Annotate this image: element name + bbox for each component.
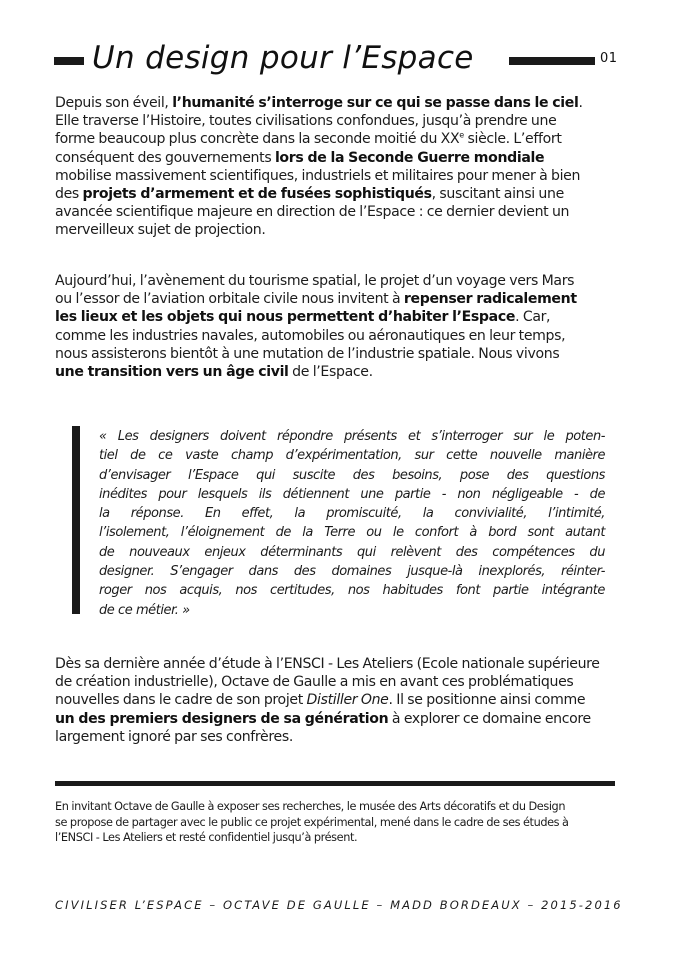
quote-line: de nouveaux enjeux déterminants qui relèvent des compétences du <box>99 544 605 560</box>
text-line <box>55 710 625 728</box>
text-line <box>55 221 625 239</box>
text-line <box>55 345 625 363</box>
bold-text: un des premiers designers de sa génération <box>55 710 389 727</box>
text-run: Elle traverse l’Histoire, toutes civilisations confondues, jusqu’à prendre une <box>55 113 557 130</box>
text-line <box>55 655 625 673</box>
page-header <box>54 38 624 82</box>
bold-text: repenser radicalement <box>403 291 577 308</box>
quote-bar <box>72 426 80 614</box>
text-run: avancée scientifique majeure en direction de l’Espace : ce dernier devient un <box>55 204 570 221</box>
text-run: des <box>55 186 83 203</box>
bold-text: lors de la Seconde Guerre mondiale <box>274 149 545 166</box>
quote-line: inédites pour lesquels ils détiennent une partie - non négligeable - de <box>99 486 605 502</box>
text-line <box>55 327 625 345</box>
text-run: siècle. L’effort <box>463 131 562 148</box>
title-rule-right <box>509 57 595 65</box>
text-run: ou l’essor de l’aviation orbitale civile nous invitent à <box>55 291 404 308</box>
text-run: nous assisterons bientôt à une mutation de l’industrie spatiale. Nous vivons <box>55 345 560 362</box>
text-line <box>55 728 625 746</box>
text-run: . Il se positionne ainsi comme <box>388 692 586 709</box>
bold-text: une transition vers un âge civil <box>55 364 289 381</box>
superscript: e <box>459 130 464 140</box>
text-run: , suscitant ainsi une <box>431 186 564 203</box>
text-run: Depuis son éveil, <box>55 95 173 111</box>
section-divider <box>55 781 615 786</box>
text-line <box>55 691 625 709</box>
note-line: En invitant Octave de Gaulle à exposer ses recherches, le musée des Arts décoratifs et du Design <box>55 800 566 813</box>
text-line <box>55 673 625 691</box>
text-line <box>55 149 625 167</box>
second-paragraph <box>55 272 625 381</box>
text-run: largement ignoré par ses confrères. <box>55 728 293 745</box>
italic-text: Distiller One <box>306 692 389 709</box>
text-run: conséquent des gouvernements <box>55 149 275 166</box>
bold-text: projets d’armement et de fusées sophistiqués <box>82 186 432 203</box>
bold-text: l’humanité s’interroge sur ce qui se passe dans le ciel <box>172 95 579 111</box>
bold-text: les lieux et les objets qui nous permettent d’habiter l’Espace <box>55 309 516 326</box>
quote-line: la réponse. En effet, la promiscuité, la convivialité, l’intimité, <box>99 506 605 522</box>
blockquote <box>99 427 605 620</box>
text-run: à explorer ce domaine encore <box>388 710 591 727</box>
text-line <box>55 290 625 308</box>
text-line <box>55 167 625 185</box>
quote-line: l’isolement, l’éloignement de la Terre ou le confort à bord sont autant <box>99 525 605 541</box>
text-run: comme les industries navales, automobiles ou aéronautiques en leur temps, <box>55 327 566 344</box>
quote-line: d’envisager l’Espace qui suscite des besoins, pose des questions <box>99 467 605 483</box>
text-run: . <box>578 95 583 111</box>
text-run: de création industrielle), Octave de Gaulle a mis en avant ces problématiques <box>55 674 574 691</box>
text-run: forme beaucoup plus concrète dans la seconde moitié du XX <box>55 131 460 148</box>
quote-line: designer. S’engager dans des domaines jusque-là inexplorés, réinter- <box>99 564 605 580</box>
text-line <box>55 185 625 203</box>
quote-line: de ce métier. » <box>99 602 190 618</box>
page-footer: CIVILISER L’ESPACE – OCTAVE DE GAULLE – MADD BORDEAUX – 2015-2016 <box>55 898 623 912</box>
quote-line: « Les designers doivent répondre présents et s’interroger sur le poten- <box>99 429 605 444</box>
text-line <box>55 363 625 381</box>
text-run: merveilleux sujet de projection. <box>55 222 266 239</box>
text-run: Aujourd’hui, l’avènement du tourisme spatial, le projet d’un voyage vers Mars <box>55 273 575 289</box>
text-run: . Car, <box>515 309 551 326</box>
text-line <box>55 112 625 130</box>
text-line <box>55 308 625 326</box>
text-line <box>55 94 625 112</box>
text-run: mobilise massivement scientifiques, industriels et militaires pour mener à bien <box>55 167 581 184</box>
third-paragraph <box>55 655 625 746</box>
note-line: se propose de partager avec le public ce projet expérimental, mené dans le cadre de ses études à <box>55 815 569 829</box>
exhibition-note <box>55 799 625 846</box>
text-line <box>55 272 625 290</box>
text-run: nouvelles dans le cadre de son projet <box>55 692 307 709</box>
text-run: Dès sa dernière année d’étude à l’ENSCI - Les Ateliers (Ecole nationale supérieure <box>55 656 600 672</box>
page-title: Un design pour l’Espace <box>92 40 474 76</box>
text-run: de l’Espace. <box>288 364 373 381</box>
text-line <box>55 130 625 148</box>
quote-line: roger nos acquis, nos certitudes, nos habitudes font partie intégrante <box>99 583 605 599</box>
intro-paragraph <box>55 94 625 240</box>
text-line <box>55 203 625 221</box>
note-line: l’ENSCI - Les Ateliers et resté confidentiel jusqu’à présent. <box>55 831 358 844</box>
quote-line: tiel de ce vaste champ d’expérimentation, sur cette nouvelle manière <box>99 448 605 464</box>
page-number: 01 <box>600 51 618 66</box>
title-rule-left <box>54 57 84 65</box>
